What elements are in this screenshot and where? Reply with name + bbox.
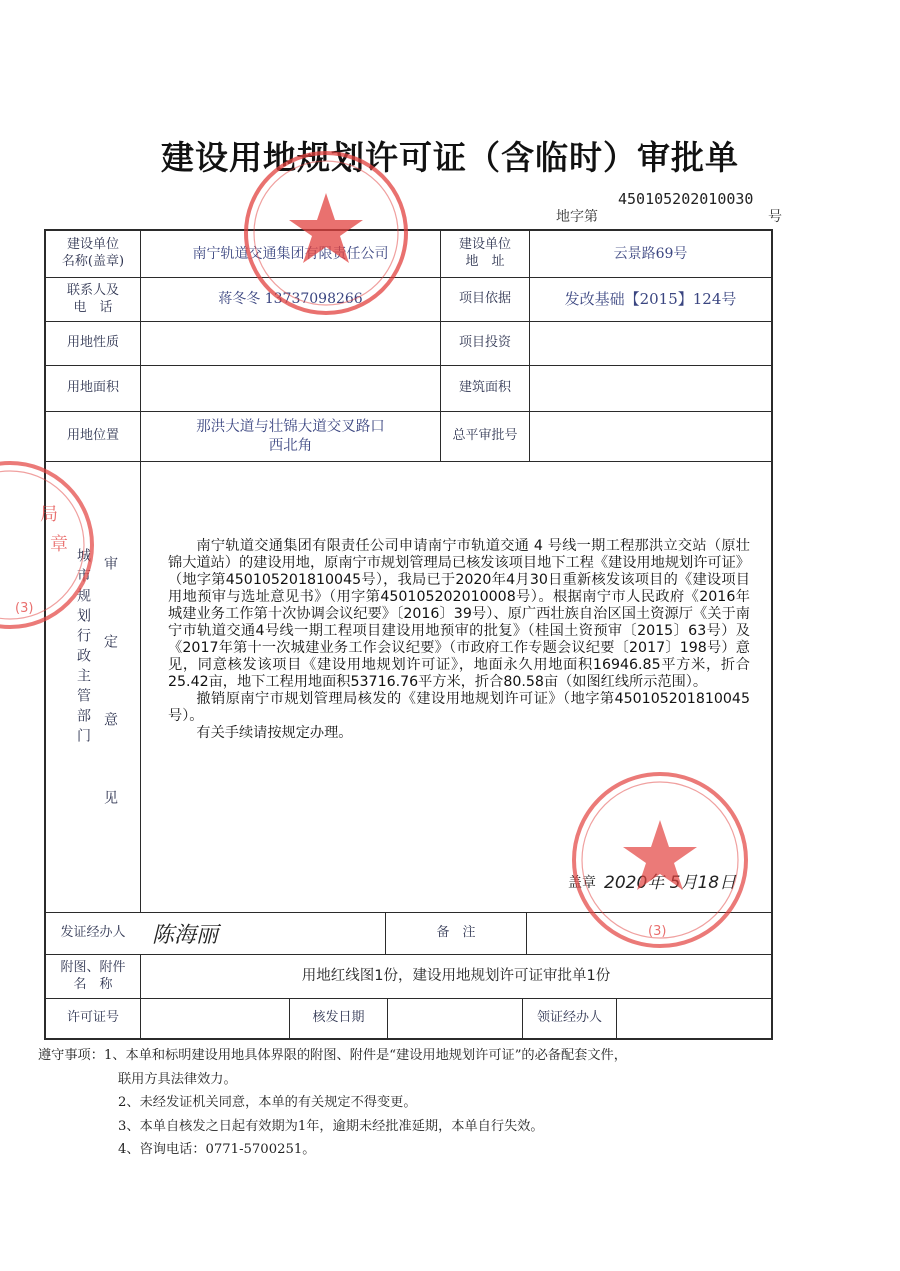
unit-name-value: 南宁轨道交通集团有限责任公司 xyxy=(192,245,389,262)
project-basis-label: 项目依据 xyxy=(458,291,511,307)
seal-label: 盖章 xyxy=(568,875,596,891)
star-icon xyxy=(623,820,697,890)
opinion-paragraph: 有关手续请按规定办理。 xyxy=(196,725,353,741)
notes-item: 2、未经发证机关同意，本单的有关规定不得变更。 xyxy=(118,1095,417,1110)
issue-date-label: 核发日期 xyxy=(312,1010,365,1026)
building-area-label: 建筑面积 xyxy=(458,380,511,396)
unit-address-label: 建设单位 地 址 xyxy=(458,237,511,269)
handwritten-date: 2020年 5月18日 xyxy=(604,873,737,893)
project-investment-label: 项目投资 xyxy=(458,335,511,351)
notes-heading: 遵守事项： xyxy=(38,1048,104,1063)
unit-name-label: 建设单位 名称(盖章) xyxy=(61,237,125,269)
unit-address-value: 云景路69号 xyxy=(613,245,688,262)
license-number-label: 许可证号 xyxy=(66,1010,119,1026)
approval-number-value xyxy=(530,412,771,461)
page-title: 建设用地规划许可证（含临时）审批单 xyxy=(161,138,739,177)
land-area-value xyxy=(141,366,440,411)
svg-text:章: 章 xyxy=(50,534,68,555)
opinion-text xyxy=(168,538,750,742)
company-seal xyxy=(232,148,420,318)
approval-seal xyxy=(560,765,760,955)
land-location-label: 用地位置 xyxy=(66,428,119,444)
approval-number-label: 总平审批号 xyxy=(452,428,518,444)
contact-value: 蒋冬冬 13737098266 xyxy=(218,291,363,308)
land-location-value: 那洪大道与壮锦大道交叉路口 西北角 xyxy=(196,418,385,454)
file-number-prefix: 地字第 xyxy=(556,209,598,225)
issuer-signature: 陈海丽 xyxy=(152,923,219,948)
land-nature-value xyxy=(141,322,440,365)
land-area-label: 用地面积 xyxy=(66,380,119,396)
notes-section xyxy=(38,1044,838,1162)
contact-label: 联系人及 电 话 xyxy=(66,282,119,315)
notes-item: 4、咨询电话：0771-5700251。 xyxy=(118,1142,316,1157)
remark-label: 备 注 xyxy=(436,925,476,941)
notes-item: 1、本单和标明建设用地具体界限的附图、附件是“建设用地规划许可证”的必备配套文件， xyxy=(103,1048,627,1063)
opinion-section-label: 审定意见 xyxy=(102,556,118,868)
notes-item: 3、本单自核发之日起有效期为1年，逾期未经批准延期，本单自行失效。 xyxy=(118,1118,544,1134)
land-nature-label: 用地性质 xyxy=(66,335,119,351)
svg-text:局: 局 xyxy=(40,504,58,525)
opinion-paragraph: 撤销原南宁市规划管理局核发的《建设用地规划许可证》（地字第450105201810045号）。 xyxy=(168,691,750,724)
attachment-value: 用地红线图1份，建设用地规划许可证审批单1份 xyxy=(301,968,611,985)
project-investment-value xyxy=(530,322,771,365)
project-basis-value: 发改基础【2015】124号 xyxy=(564,289,737,308)
file-number: 450105202010030 xyxy=(618,190,754,208)
left-seal xyxy=(0,450,110,640)
receiver-label: 领证经办人 xyxy=(536,1010,602,1026)
svg-text:(3): (3) xyxy=(15,601,34,616)
notes-item: 联用方具法律效力。 xyxy=(118,1071,237,1087)
attachment-label: 附图、附件 名 称 xyxy=(60,959,126,992)
file-number-suffix: 号 xyxy=(768,209,782,225)
building-area-value xyxy=(530,366,771,411)
svg-text:(3): (3) xyxy=(648,924,667,939)
opinion-paragraph: 南宁轨道交通集团有限责任公司申请南宁市轨道交通 4 号线一期工程那洪立交站（原壮锦大道站）的建设用地，原南宁市规划管理局已核发该项目地下工程《建设用地规划许可证》（地字第450105201810045号），我局已于2020年4月30日重新核发该项目的《建设项目用地预审与选址意见书》（用字第450105202010008号）。根据南宁市人民政府《2016年城建业务工作第十次协调会议纪要》〔2016〕39号）、原广西壮族自治区国土资源厅《关于南宁市轨道交通4号线一期工程项目建设用地预审的批复》（桂国土资预审〔2015〕63号）及《2017年第十一次城建业务工作会议纪要》（市政府工作专题会议纪要〔2017〕198号）意见，同意核发该项目《建设用地规划许可证》，地面永久用地面积16946.85平方米，折合25.42亩，地下工程用地面积53716.76平方米，折合80.58亩（如图红线所示范围）。 xyxy=(168,538,750,690)
star-icon xyxy=(289,193,363,263)
issuer-label: 发证经办人 xyxy=(60,925,126,941)
department-label: 城市规划行政主管部门 xyxy=(75,548,91,748)
